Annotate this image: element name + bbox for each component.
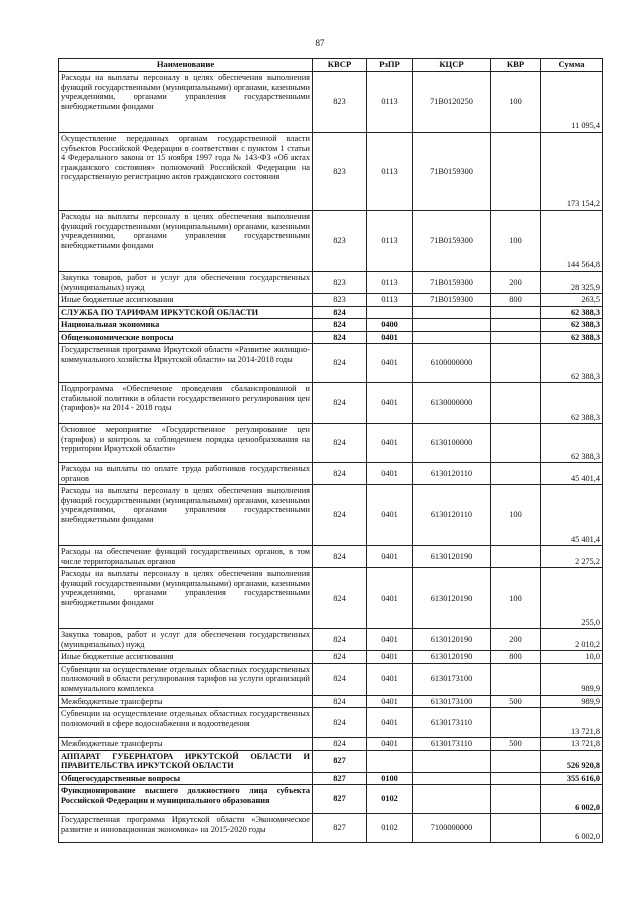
cell-kcsr: 6130120190 [413, 629, 491, 651]
cell-name: Межбюджетные трансферты [59, 738, 313, 751]
cell-sum: 62 388,3 [541, 319, 603, 332]
cell-name: Расходы на выплаты персоналу в целях обеспечения выполнения функций государственными (муниципальными) органами, казенными учреждениями, органами управления государственными внебюджетными фондами [59, 211, 313, 272]
cell-rzpr: 0401 [367, 344, 413, 383]
cell-rzpr: 0401 [367, 663, 413, 695]
cell-rzpr [367, 750, 413, 772]
table-row [59, 485, 603, 546]
table-row [59, 785, 603, 814]
table-row [59, 294, 603, 307]
cell-kvsr: 824 [313, 331, 367, 344]
cell-kvr [491, 424, 541, 463]
cell-sum: 62 388,3 [541, 383, 603, 424]
cell-rzpr: 0113 [367, 72, 413, 133]
cell-kcsr: 7100000000 [413, 814, 491, 843]
cell-sum: 13 721,8 [541, 708, 603, 738]
cell-name: Закупка товаров, работ и услуг для обеспечения государственных (муниципальных) нужд [59, 272, 313, 294]
cell-kvsr: 827 [313, 772, 367, 785]
cell-sum: 989,9 [541, 695, 603, 708]
cell-kvsr: 824 [313, 383, 367, 424]
table-row [59, 133, 603, 211]
cell-kvr [491, 344, 541, 383]
cell-kvsr: 824 [313, 738, 367, 751]
cell-kvsr: 823 [313, 72, 367, 133]
cell-rzpr: 0401 [367, 651, 413, 664]
cell-rzpr: 0113 [367, 211, 413, 272]
cell-kvsr: 824 [313, 319, 367, 332]
cell-name: Межбюджетные трансферты [59, 695, 313, 708]
cell-kvr: 200 [491, 629, 541, 651]
cell-kvr [491, 546, 541, 568]
cell-kvr [491, 785, 541, 814]
cell-kvsr: 824 [313, 651, 367, 664]
cell-sum: 10,0 [541, 651, 603, 664]
cell-kcsr [413, 772, 491, 785]
cell-name: Расходы на выплаты персоналу в целях обеспечения выполнения функций государственными (муниципальными) органами, казенными учреждениями, органами управления государственными внебюджетными фондами [59, 568, 313, 629]
cell-kvr: 500 [491, 738, 541, 751]
cell-kcsr: 6130173100 [413, 695, 491, 708]
cell-sum: 62 388,3 [541, 306, 603, 319]
cell-kcsr: 71В0120250 [413, 72, 491, 133]
cell-name: Расходы на выплаты персоналу в целях обеспечения выполнения функций государственными (муниципальными) органами, казенными учреждениями, органами управления государственными внебюджетными фондами [59, 485, 313, 546]
cell-rzpr: 0113 [367, 294, 413, 307]
cell-kcsr: 6130173100 [413, 663, 491, 695]
cell-name: Субвенции на осуществление отдельных областных государственных полномочий в области регулирования тарифов на услуги организаций коммунального комплекса [59, 663, 313, 695]
cell-kvr [491, 133, 541, 211]
cell-sum: 62 388,3 [541, 424, 603, 463]
cell-rzpr: 0400 [367, 319, 413, 332]
cell-rzpr: 0401 [367, 383, 413, 424]
table-header-row [59, 59, 603, 72]
header-name: Наименование [59, 59, 313, 72]
cell-name: Функционирование высшего должностного лица субъекта Российской Федерации и муниципального образования [59, 785, 313, 814]
cell-kvr [491, 772, 541, 785]
header-kvsr: КВСР [313, 59, 367, 72]
table-row [59, 708, 603, 738]
cell-kcsr [413, 750, 491, 772]
cell-sum: 45 401,4 [541, 485, 603, 546]
table-row [59, 546, 603, 568]
table-row [59, 424, 603, 463]
table-row [59, 750, 603, 772]
cell-name: Иные бюджетные ассигнования [59, 651, 313, 664]
cell-rzpr: 0401 [367, 738, 413, 751]
cell-kvr [491, 319, 541, 332]
cell-kvsr: 827 [313, 785, 367, 814]
cell-sum: 45 401,4 [541, 463, 603, 485]
cell-sum: 355 616,0 [541, 772, 603, 785]
cell-sum: 989,9 [541, 663, 603, 695]
cell-kvsr: 823 [313, 133, 367, 211]
header-kcsr: КЦСР [413, 59, 491, 72]
cell-name: СЛУЖБА ПО ТАРИФАМ ИРКУТСКОЙ ОБЛАСТИ [59, 306, 313, 319]
cell-kvr [491, 306, 541, 319]
cell-kvsr: 824 [313, 568, 367, 629]
cell-rzpr: 0401 [367, 463, 413, 485]
cell-kcsr: 71В0159300 [413, 133, 491, 211]
cell-name: Иные бюджетные ассигнования [59, 294, 313, 307]
cell-rzpr: 0100 [367, 772, 413, 785]
cell-kcsr: 6130120190 [413, 568, 491, 629]
cell-name: Общегосударственные вопросы [59, 772, 313, 785]
cell-kvr: 800 [491, 651, 541, 664]
cell-kvsr: 827 [313, 750, 367, 772]
table-row [59, 651, 603, 664]
cell-kcsr: 6130100000 [413, 424, 491, 463]
cell-kcsr: 6130000000 [413, 383, 491, 424]
table-row [59, 72, 603, 133]
cell-sum: 2 010,2 [541, 629, 603, 651]
cell-kvr: 200 [491, 272, 541, 294]
table-row [59, 319, 603, 332]
cell-kcsr: 6130120110 [413, 485, 491, 546]
cell-kvsr: 824 [313, 695, 367, 708]
cell-rzpr: 0401 [367, 629, 413, 651]
cell-kvsr: 824 [313, 424, 367, 463]
cell-name: АППАРАТ ГУБЕРНАТОРА ИРКУТСКОЙ ОБЛАСТИ И ПРАВИТЕЛЬСТВА ИРКУТСКОЙ ОБЛАСТИ [59, 750, 313, 772]
cell-rzpr: 0401 [367, 485, 413, 546]
cell-kvr [491, 663, 541, 695]
table-row [59, 306, 603, 319]
cell-rzpr: 0102 [367, 785, 413, 814]
cell-rzpr: 0401 [367, 546, 413, 568]
cell-kcsr [413, 785, 491, 814]
cell-kvsr: 827 [313, 814, 367, 843]
cell-kvsr: 824 [313, 708, 367, 738]
cell-sum: 11 095,4 [541, 72, 603, 133]
table-row [59, 331, 603, 344]
cell-kvsr: 823 [313, 294, 367, 307]
cell-name: Государственная программа Иркутской области «Развитие жилищно-коммунального хозяйства Иркутской области» на 2014-2018 годы [59, 344, 313, 383]
table-row [59, 772, 603, 785]
cell-kvr: 100 [491, 568, 541, 629]
cell-rzpr: 0401 [367, 568, 413, 629]
table-row [59, 463, 603, 485]
cell-kvr: 100 [491, 211, 541, 272]
cell-kvsr: 823 [313, 211, 367, 272]
table-row [59, 344, 603, 383]
cell-kvsr: 824 [313, 485, 367, 546]
page-number: 87 [315, 38, 325, 48]
cell-kvsr: 824 [313, 463, 367, 485]
cell-sum: 62 388,3 [541, 344, 603, 383]
cell-name: Субвенции на осуществление отдельных областных государственных полномочий в сфере водоснабжения и водоотведения [59, 708, 313, 738]
cell-kvsr: 824 [313, 306, 367, 319]
cell-kvsr: 823 [313, 272, 367, 294]
header-rzpr: РзПР [367, 59, 413, 72]
cell-sum: 6 002,0 [541, 785, 603, 814]
cell-sum: 255,0 [541, 568, 603, 629]
header-sum: Сумма [541, 59, 603, 72]
cell-kcsr [413, 331, 491, 344]
cell-kvr [491, 331, 541, 344]
cell-kcsr: 6100000000 [413, 344, 491, 383]
cell-kcsr: 6130120190 [413, 651, 491, 664]
table-row [59, 663, 603, 695]
cell-kvr [491, 463, 541, 485]
cell-name: Расходы на выплаты по оплате труда работников государственных органов [59, 463, 313, 485]
cell-kvsr: 824 [313, 344, 367, 383]
cell-sum: 6 002,0 [541, 814, 603, 843]
cell-kvr [491, 814, 541, 843]
cell-kcsr: 71В0159300 [413, 294, 491, 307]
cell-rzpr [367, 306, 413, 319]
cell-sum: 173 154,2 [541, 133, 603, 211]
table-row [59, 738, 603, 751]
cell-name: Осуществление переданных органам государственной власти субъектов Российской Федерации в соответствии с пунктом 1 статьи 4 Федерального закона от 15 ноября 1997 года № 143-ФЗ «Об актах гражданского состояния» полномочий Российской Федерации на государственную регистрацию актов гражданского состояния [59, 133, 313, 211]
cell-sum: 263,5 [541, 294, 603, 307]
cell-kvr [491, 750, 541, 772]
header-kvr: КВР [491, 59, 541, 72]
cell-name: Национальная экономика [59, 319, 313, 332]
cell-rzpr: 0401 [367, 331, 413, 344]
cell-kvsr: 824 [313, 663, 367, 695]
cell-rzpr: 0113 [367, 272, 413, 294]
cell-name: Государственная программа Иркутской области «Экономическое развитие и инновационная экономика» на 2015-2020 годы [59, 814, 313, 843]
cell-kvsr: 824 [313, 546, 367, 568]
table-row [59, 383, 603, 424]
table-row [59, 568, 603, 629]
cell-sum: 13 721,8 [541, 738, 603, 751]
cell-rzpr: 0401 [367, 695, 413, 708]
cell-name: Закупка товаров, работ и услуг для обеспечения государственных (муниципальных) нужд [59, 629, 313, 651]
cell-kcsr: 6130173110 [413, 738, 491, 751]
cell-name: Общеэкономические вопросы [59, 331, 313, 344]
cell-sum: 2 275,2 [541, 546, 603, 568]
cell-name: Основное мероприятие «Государственное регулирование цен (тарифов) и контроль за соблюдением порядка ценообразования на территории Иркутской области» [59, 424, 313, 463]
cell-kcsr [413, 306, 491, 319]
cell-rzpr: 0401 [367, 708, 413, 738]
cell-kcsr: 71В0159300 [413, 211, 491, 272]
cell-sum: 526 920,8 [541, 750, 603, 772]
cell-rzpr: 0113 [367, 133, 413, 211]
cell-sum: 144 564,8 [541, 211, 603, 272]
cell-kvr: 100 [491, 485, 541, 546]
table-row [59, 272, 603, 294]
cell-sum: 62 388,3 [541, 331, 603, 344]
cell-rzpr: 0102 [367, 814, 413, 843]
cell-name: Расходы на обеспечение функций государственных органов, в том числе территориальных органов [59, 546, 313, 568]
table-row [59, 814, 603, 843]
table-row [59, 629, 603, 651]
cell-kvr: 100 [491, 72, 541, 133]
cell-sum: 28 325,9 [541, 272, 603, 294]
cell-kcsr: 6130120190 [413, 546, 491, 568]
cell-kcsr: 6130120110 [413, 463, 491, 485]
cell-kvr: 500 [491, 695, 541, 708]
table-row [59, 695, 603, 708]
cell-kcsr [413, 319, 491, 332]
table-row [59, 211, 603, 272]
cell-name: Подпрограмма «Обеспечение проведения сбалансированной и стабильной политики в области государственного регулирования цен (тарифов)» на 2014 - 2018 годы [59, 383, 313, 424]
cell-rzpr: 0401 [367, 424, 413, 463]
cell-kvr: 800 [491, 294, 541, 307]
cell-kcsr: 71В0159300 [413, 272, 491, 294]
budget-table [58, 58, 603, 843]
cell-kvr [491, 708, 541, 738]
cell-kvr [491, 383, 541, 424]
cell-name: Расходы на выплаты персоналу в целях обеспечения выполнения функций государственными (муниципальными) органами, казенными учреждениями, органами управления государственными внебюджетными фондами [59, 72, 313, 133]
cell-kvsr: 824 [313, 629, 367, 651]
cell-kcsr: 6130173110 [413, 708, 491, 738]
